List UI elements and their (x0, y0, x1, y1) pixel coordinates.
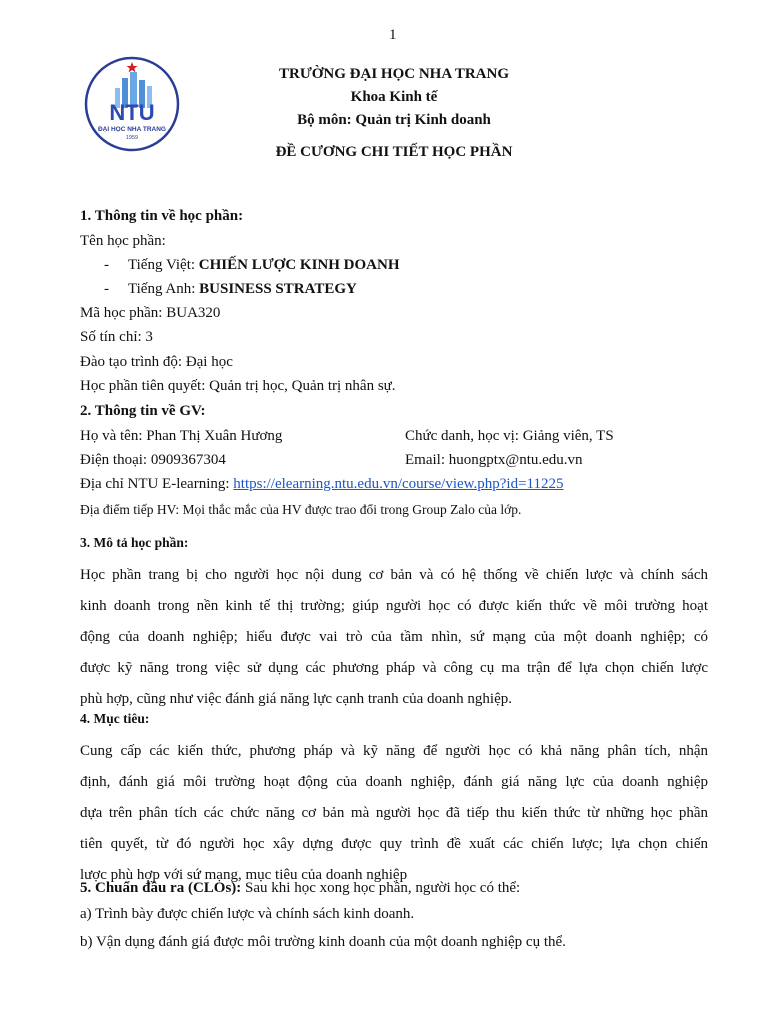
clo-item: a) Trình bày được chiến lược và chính sách kinh doanh. (80, 906, 415, 922)
list-dash: - (104, 281, 109, 297)
university-name: TRƯỜNG ĐẠI HỌC NHA TRANG (278, 66, 510, 82)
section5-row (80, 880, 520, 897)
section5-heading: 5. Chuẩn đầu ra (CLOs): (80, 880, 242, 896)
faculty-name: Khoa Kinh tế (350, 89, 438, 105)
clo-item: b) Vận dụng đánh giá được môi trường kinh doanh của một doanh nghiệp cụ thể. (80, 934, 566, 950)
section3-heading: 3. Mô tả học phần: (80, 535, 189, 550)
lecturer-phone: Điện thoại: 0909367304 (80, 452, 226, 468)
logo-university: ĐẠI HỌC NHA TRANG (97, 126, 167, 133)
objective-line: dựa trên phân tích các chức năng cơ bản mà người học đã tiếp thu kiến thức từ những học phần (80, 805, 708, 821)
page-number: 1 (389, 27, 397, 43)
course-name-en-value: BUSINESS STRATEGY (199, 281, 357, 297)
course-description (80, 562, 708, 713)
description-line: động của doanh nghiệp; hiểu được vai trò của tầm nhìn, sứ mạng của một doanh nghiệp; có (80, 629, 708, 645)
course-name-en: Tiếng Anh: BUSINESS STRATEGY (128, 281, 357, 297)
department-name: Bộ môn: Quản trị Kinh doanh (297, 112, 491, 128)
description-line: được kỹ năng trong việc sử dụng các phương pháp và công cụ ma trận để lựa chọn chiến lược (80, 660, 708, 676)
lecturer-email: Email: huongptx@ntu.edu.vn (405, 452, 583, 468)
section1-heading: 1. Thông tin về học phần: (80, 208, 244, 224)
section5-intro: Sau khi học xong học phần, người học có thể: (241, 880, 521, 896)
objective-line: lược phù hợp với sứ mạng, mục tiêu của doanh nghiệp (80, 867, 408, 883)
course-code: Mã học phần: BUA320 (80, 305, 221, 321)
elearning-label: Địa chỉ NTU E-learning: (80, 476, 234, 492)
description-line: kinh doanh trong nền kinh tế thị trường; giúp người học có được kiến thức về môi trường hoạt (80, 598, 708, 614)
objective-line: tiên quyết, từ đó người học xây dựng được quy trình đề xuất các chiến lược; lựa chọn chiến (80, 836, 708, 852)
course-name-vi: Tiếng Việt: CHIẾN LƯỢC KINH DOANH (128, 257, 400, 273)
contact-location: Địa điểm tiếp HV: Mọi thắc mắc của HV được trao đổi trong Group Zalo của lớp. (80, 502, 522, 517)
course-name-vi-value: CHIẾN LƯỢC KINH DOANH (198, 257, 400, 273)
course-objectives (80, 738, 708, 889)
prerequisites: Học phần tiên quyết: Quản trị học, Quản trị nhân sự. (80, 378, 396, 394)
logo-year: 1959 (125, 135, 139, 141)
description-line: phù hợp, cũng như việc đánh giá năng lực cạnh tranh của doanh nghiệp. (80, 691, 512, 707)
lecturer-name: Họ và tên: Phan Thị Xuân Hương (80, 428, 283, 444)
course-name-label: Tên học phần: (80, 233, 166, 249)
training-level: Đào tạo trình độ: Đại học (80, 354, 233, 370)
lecturer-title: Chức danh, học vị: Giảng viên, TS (405, 428, 614, 444)
course-credits: Số tín chỉ: 3 (80, 329, 153, 345)
document-title: ĐỀ CƯƠNG CHI TIẾT HỌC PHẦN (275, 144, 513, 160)
list-dash: - (104, 257, 109, 273)
logo-abbr: NTU (109, 100, 155, 125)
objective-line: Cung cấp các kiến thức, phương pháp và kỹ năng để người học có khả năng phân tích, nhận (80, 743, 708, 759)
elearning-row (80, 476, 563, 493)
elearning-link[interactable]: https://elearning.ntu.edu.vn/course/view.php?id=11225 (233, 476, 564, 492)
section4-heading: 4. Mục tiêu: (80, 711, 150, 726)
objective-line: định, đánh giá môi trường hoạt động của doanh nghiệp, đánh giá năng lực của doanh nghiệp (80, 774, 708, 790)
section2-heading: 2. Thông tin về GV: (80, 403, 206, 419)
description-line: Học phần trang bị cho người học nội dung cơ bản và có hệ thống về chiến lược và chính sách (80, 567, 708, 583)
